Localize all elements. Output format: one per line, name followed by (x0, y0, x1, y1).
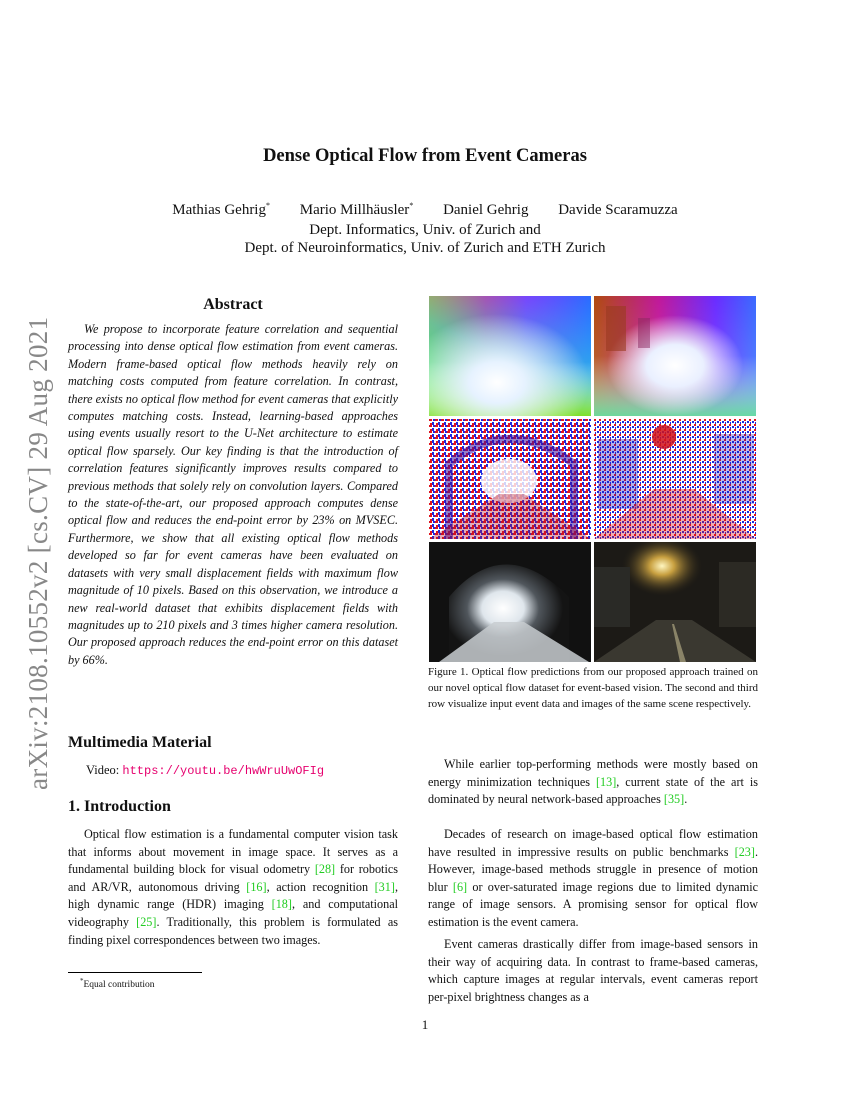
intro-text: Optical flow estimation is a fundamental computer vision task that informs about movement in image space. It serves as a fundamental building block for visual odometry (68, 827, 398, 877)
video-line (86, 763, 324, 778)
event-data-tunnel (429, 419, 591, 539)
flow-prediction-street-image (594, 296, 756, 416)
intro-text: , high dynamic range (HDR) imaging (68, 879, 398, 912)
introduction-heading: 1. Introduction (68, 798, 171, 815)
footnote-text: Equal contribution (83, 980, 155, 991)
author-name: Mario Millhäusler (299, 202, 410, 218)
image-street-image (594, 542, 756, 662)
citation-link[interactable]: [35] (663, 792, 685, 807)
image-tunnel (429, 542, 591, 662)
body-text: or over-saturated image regions due to limited dynamic range of image sensors. A promising sensor for optical flow estimation is the event camera. (428, 879, 758, 929)
citation-link[interactable]: [23] (734, 844, 755, 859)
introduction-paragraph (68, 826, 398, 949)
flow-prediction-tunnel-image (429, 296, 591, 416)
right-paragraph-3: Event cameras drastically differ from image-based sensors in their way of acquiring data. In contrast to frame-based cameras, which capture images at regular intervals, event cameras report per-pixel brightness changes as a (428, 937, 758, 1004)
event-data-tunnel-image (429, 419, 591, 539)
author (558, 202, 678, 218)
figure-caption: Figure 1. Optical flow predictions from our proposed approach trained on our novel optical flow dataset for event-based vision. The second and third row visualize input event data and images of the same scene respectively. (428, 666, 758, 710)
citation-link[interactable]: [31] (374, 879, 395, 894)
flow-prediction-street (594, 296, 756, 416)
intro-text: for robotics and AR/VR, autonomous driving (68, 862, 398, 894)
citation-link[interactable]: [6] (452, 879, 468, 894)
right-paragraph-1 (428, 756, 758, 809)
body-text: Decades of research on image-based optical flow estimation have resulted in impressive results on public benchmarks (428, 827, 758, 859)
citation-link[interactable]: [28] (314, 862, 336, 877)
figure-1 (429, 296, 756, 663)
citation-link[interactable]: [18] (271, 897, 292, 912)
citation-link[interactable]: [16] (246, 879, 267, 894)
flow-prediction-tunnel (429, 296, 591, 416)
intro-text: , action recognition (266, 879, 375, 894)
paper-title: Dense Optical Flow from Event Cameras (263, 146, 587, 166)
footnote-mark: * (80, 977, 84, 985)
body-text: , current state of the art is dominated by neural network-based approaches (428, 774, 758, 807)
affiliation-2: Dept. of Neuroinformatics, Univ. of Zurich and ETH Zurich (244, 240, 606, 256)
video-link[interactable]: https://youtu.be/hwWruUwOFIg (122, 764, 325, 778)
event-data-street-image (594, 419, 756, 539)
author-name: Davide Scaramuzza (558, 202, 678, 218)
author-mark: * (265, 201, 270, 210)
intro-text: , and computational videography (68, 897, 398, 929)
arxiv-identifier-stamp: arXiv:2108.10552v2 [cs.CV] 29 Aug 2021 (23, 316, 53, 790)
author-mark: * (409, 201, 414, 210)
author-name: Mathias Gehrig (172, 202, 266, 218)
author-name: Daniel Gehrig (443, 202, 529, 218)
body-text: . (684, 792, 688, 807)
right-paragraph-2 (428, 826, 758, 932)
abstract-heading: Abstract (203, 296, 263, 313)
author (172, 202, 270, 218)
multimedia-heading: Multimedia Material (68, 734, 212, 751)
image-tunnel-image (429, 542, 591, 662)
intro-text: . Traditionally, this problem is formulated as finding pixel correspondences between two images. (68, 914, 398, 947)
footnote-divider (68, 972, 202, 973)
author (300, 202, 414, 218)
image-street (594, 542, 756, 662)
citation-link[interactable]: [25] (136, 914, 157, 929)
event-data-street (594, 419, 756, 539)
video-label: Video: (86, 763, 123, 777)
body-text: . However, image-based methods struggle in presence of motion blur (428, 844, 758, 894)
footnote (80, 977, 154, 990)
abstract-body: We propose to incorporate feature correlation and sequential processing into dense optical flow estimation from event cameras. Modern frame-based optical flow methods heavily rely on matching costs computed from feature correlation. In contrast, there exists no optical flow method for event cameras that explicitly computes matching costs. Instead, learning-based approaches using events usually resort to the U-Net architecture to estimate optical flow sparsely. Our key finding is that the introduction of correlation features significantly improves results compared to previous methods that solely rely on convolution layers. Compared to the state-of-the-art, our proposed approach computes dense optical flow and reduces the end-point error by 23% on MVSEC. Furthermore, we show that all existing optical flow methods developed so far for event cameras have been evaluated on datasets with very small displacement fields with maximum flow magnitude of 10 pixels. Based on this observation, we introduce a new real-world dataset that exhibits displacement fields with magnitudes up to 210 pixels and 3 times higher camera resolution. Our proposed approach reduces the end-point error on this dataset by 66%. (68, 322, 398, 667)
author (443, 202, 528, 218)
citation-link[interactable]: [13] (595, 774, 617, 789)
author-list (0, 201, 850, 219)
body-text: While earlier top-performing methods were mostly based on energy minimization techniques (428, 757, 758, 789)
page-number: 1 (421, 1017, 429, 1032)
affiliation-1: Dept. Informatics, Univ. of Zurich and (309, 222, 541, 238)
